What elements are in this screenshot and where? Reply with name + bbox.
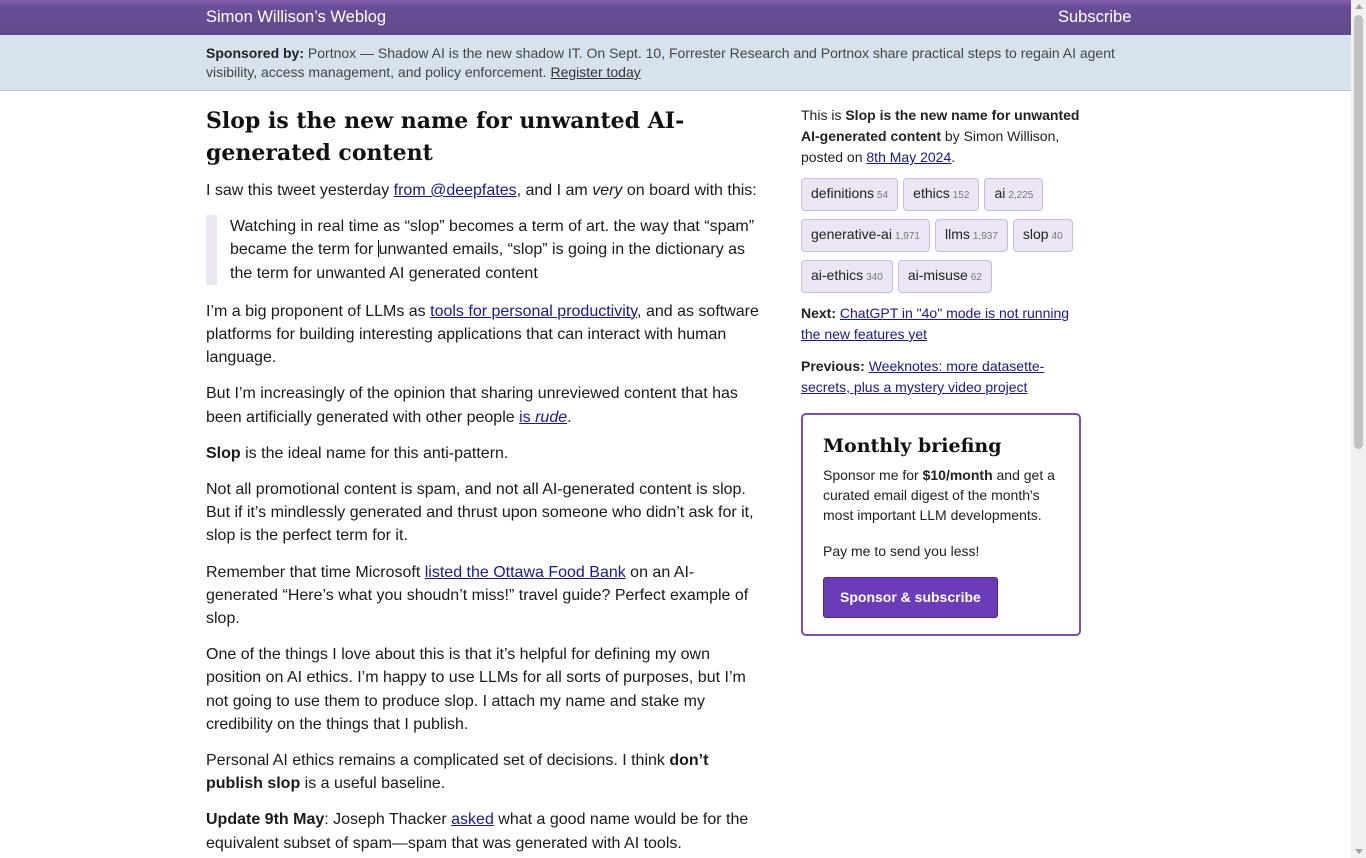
previous-entry-link[interactable]: Weeknotes: more datasette-secrets, plus a mystery video project [801, 358, 1045, 395]
tag-name: ai [994, 185, 1006, 201]
text: : Joseph Thacker [324, 811, 452, 829]
sponsor-subscribe-button[interactable]: Sponsor & subscribe [823, 577, 998, 618]
sponsor-label: Sponsored by: [206, 45, 305, 61]
briefing-title: Monthly briefing [823, 435, 1002, 457]
tag-ai[interactable] [984, 178, 1043, 211]
monthly-briefing-box [801, 413, 1081, 636]
tag-count: 2,225 [1008, 190, 1034, 201]
tag-count: 340 [866, 272, 883, 283]
productivity-link[interactable]: tools for personal productivity [430, 302, 638, 320]
article-paragraph [206, 442, 762, 465]
quote-text: Watching in real time as “slop” becomes a term of art. the way that “spam” became the term for [230, 218, 755, 259]
tag-list [801, 178, 1081, 301]
sponsor-register-link[interactable]: Register today [550, 64, 641, 80]
article [206, 105, 762, 858]
entry-date-link[interactable]: 8th May 2024 [866, 149, 952, 165]
site-title-link[interactable]: Simon Willison’s Weblog [206, 8, 387, 26]
tag-definitions[interactable] [801, 178, 898, 211]
text: what a good name would be for the equivalent subset of spam—spam that was generated with AI tools. [206, 811, 749, 852]
text: I saw this tweet yesterday [206, 182, 394, 199]
page-scrollbar[interactable] [1351, 0, 1366, 858]
is-rude-link[interactable] [519, 409, 567, 426]
tag-slop[interactable] [1013, 219, 1073, 252]
text: , and I am [516, 182, 593, 199]
site-header [0, 0, 1351, 35]
tag-count: 62 [970, 272, 982, 283]
emphasis: very [592, 182, 623, 199]
article-paragraph: Not all promotional content is spam, and not all AI-generated content is slop. But if it’s mindlessly generated and thrust upon someone who didn’t ask for it, slop is the perfect term for it. [206, 481, 754, 545]
tag-name: slop [1022, 226, 1049, 242]
scroll-up-arrow-icon[interactable] [1355, 4, 1363, 9]
next-entry-link[interactable]: ChatGPT in "4o" mode is not running the new features yet [801, 305, 1070, 342]
next-label: Next: [801, 305, 837, 321]
sidebar [801, 105, 1081, 636]
strong-text: Slop [206, 444, 241, 462]
tag-name: definitions [811, 185, 875, 201]
text: , and as software platforms for building interesting applications that can interact with human language. [206, 302, 759, 367]
link-text: is [519, 408, 536, 426]
tag-ai-ethics[interactable] [801, 260, 893, 293]
tweet-quote [206, 215, 762, 285]
text: on board with this: [622, 182, 757, 199]
scroll-down-arrow-icon[interactable] [1355, 849, 1363, 854]
briefing-tagline: Pay me to send you less! [823, 543, 980, 559]
text: I’m a big proponent of LLMs as [206, 302, 431, 320]
article-paragraph [206, 749, 762, 795]
text: Remember that time Microsoft [206, 563, 425, 581]
tag-llms[interactable] [935, 219, 1008, 252]
tag-name: generative-ai [811, 226, 892, 242]
tag-name: ai-misuse [907, 267, 968, 283]
text: But I’m increasingly of the opinion that sharing unreviewed content that has been artificially generated with other people [206, 385, 738, 426]
briefing-description [823, 465, 1059, 525]
price: $10/month [922, 467, 993, 483]
tag-count: 40 [1051, 231, 1063, 242]
previous-label: Previous: [801, 358, 865, 374]
tag-count: 1,937 [972, 231, 998, 242]
scrollbar-thumb[interactable] [1354, 15, 1363, 449]
text: . [567, 408, 572, 426]
tag-name: ethics [913, 185, 950, 201]
text: . [951, 149, 956, 165]
tag-ai-misuse[interactable] [898, 260, 992, 293]
link-emphasis: rude [535, 408, 568, 426]
text: This is [801, 107, 846, 123]
sponsor-text [206, 44, 1156, 82]
article-paragraph: One of the things I love about this is that it’s helpful for defining my own position on AI ethics. I’m happy to use LLMs for all sorts of purposes, but I’m not going to use them to produce slop. I attach my name and stake my credibility on the things that I publish. [206, 646, 746, 733]
tag-count: 152 [952, 190, 970, 201]
subscribe-link[interactable]: Subscribe [1058, 8, 1132, 26]
article-paragraph [206, 300, 762, 370]
asked-link[interactable]: asked [451, 811, 494, 829]
tag-count: 1,971 [894, 231, 920, 242]
text: by Simon Willison, posted on [801, 128, 1060, 165]
text: and get a curated email digest of the month's most important LLM developments. [823, 467, 1055, 523]
article-title: Slop is the new name for unwanted AI-generated content [206, 108, 685, 166]
sponsor-banner [0, 35, 1351, 91]
article-paragraph [206, 561, 762, 631]
entry-meta [801, 105, 1081, 168]
article-paragraph [206, 179, 762, 202]
text: Personal AI ethics remains a complicated set of decisions. I think [206, 752, 670, 770]
text: on an AI-generated “Here’s what you shoudn’t miss!” travel guide? Perfect example of slop. [206, 563, 749, 628]
text: is a useful baseline. [300, 775, 446, 793]
tag-generative-ai[interactable] [801, 219, 930, 252]
tag-ethics[interactable] [903, 178, 979, 211]
tag-name: ai-ethics [811, 267, 864, 283]
entry-title: Slop is the new name for unwanted AI-generated content [801, 107, 1080, 144]
quote-text: unwanted emails, “slop” is going in the dictionary as the term for unwanted AI generated content [230, 241, 746, 282]
strong-text: don’t publish slop [206, 752, 709, 793]
article-paragraph [206, 808, 762, 854]
next-entry [801, 303, 1081, 345]
previous-entry [801, 356, 1081, 398]
ottawa-food-bank-link[interactable]: listed the Ottawa Food Bank [424, 563, 626, 581]
sponsor-message: Portnox — Shadow AI is the new shadow IT. On Sept. 10, Forrester Research and Portnox share practical steps to regain AI agent visibility, access management, and policy enforcement. [206, 45, 1115, 80]
strong-text: Update 9th May [206, 811, 325, 829]
article-paragraph [206, 382, 762, 428]
deepfates-link[interactable]: from @deepfates [393, 182, 517, 199]
tag-count: 54 [877, 190, 889, 201]
text: is the ideal name for this anti-pattern. [240, 444, 509, 462]
text: Sponsor me for [823, 467, 923, 483]
tag-name: llms [944, 226, 970, 242]
